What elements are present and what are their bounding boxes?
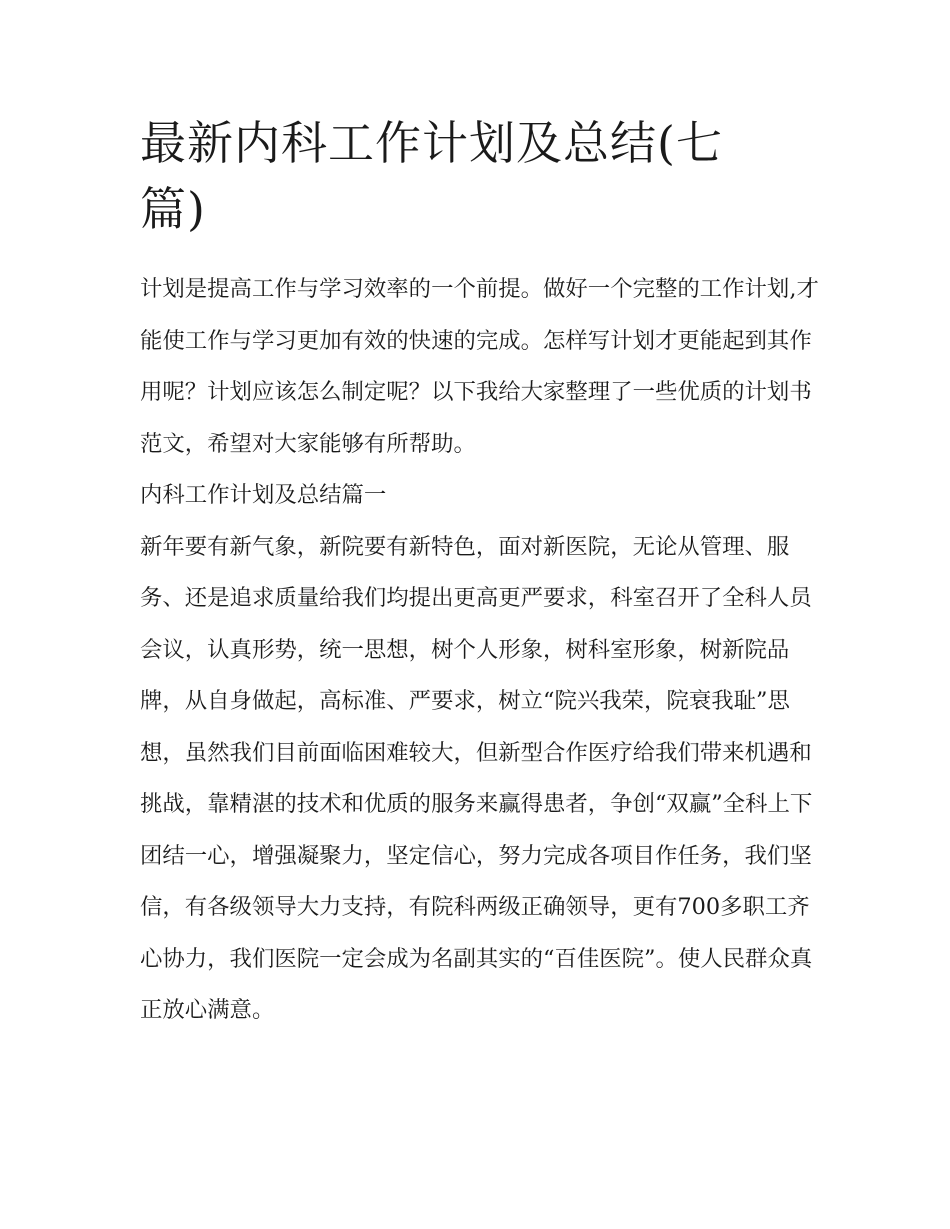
section-heading: 内科工作计划及总结篇一 (140, 482, 387, 508)
document-title: 最新内科工作计划及总结(七篇) (140, 116, 723, 236)
intro-paragraph: 计划是提高工作与学习效率的一个前提。做好一个完整的工作计划,才能使工作与学习更加有效的快速的完成。怎样写计划才更能起到其作用呢？计划应该怎么制定呢？以下我给大家整理了一些优质的计划书范文，希望对大家能够有所帮助。 (140, 276, 819, 457)
section-paragraph: 新年要有新气象，新院要有新特色，面对新医院，无论从管理、服务、还是追求质量给我们均提出更高更严要求，科室召开了全科人员会议，认真形势，统一思想，树个人形象，树科室形象，树新院品牌，从自身做起，高标准、严要求，树立“院兴我荣，院衰我耻”思想，虽然我们目前面临困难较大，但新型合作医疗给我们带来机遇和挑战，靠精湛的技术和优质的服务来赢得患者，争创“双赢”全科上下团结一心，增强凝聚力，坚定信心，努力完成各项目作任务，我们坚信，有各级领导大力支持，有院科两级正确领导，更有700多职工齐心协力，我们医院一定会成为名副其实的“百佳医院”。使人民群众真正放心满意。 (140, 533, 813, 1023)
document-page (140, 110, 820, 1037)
